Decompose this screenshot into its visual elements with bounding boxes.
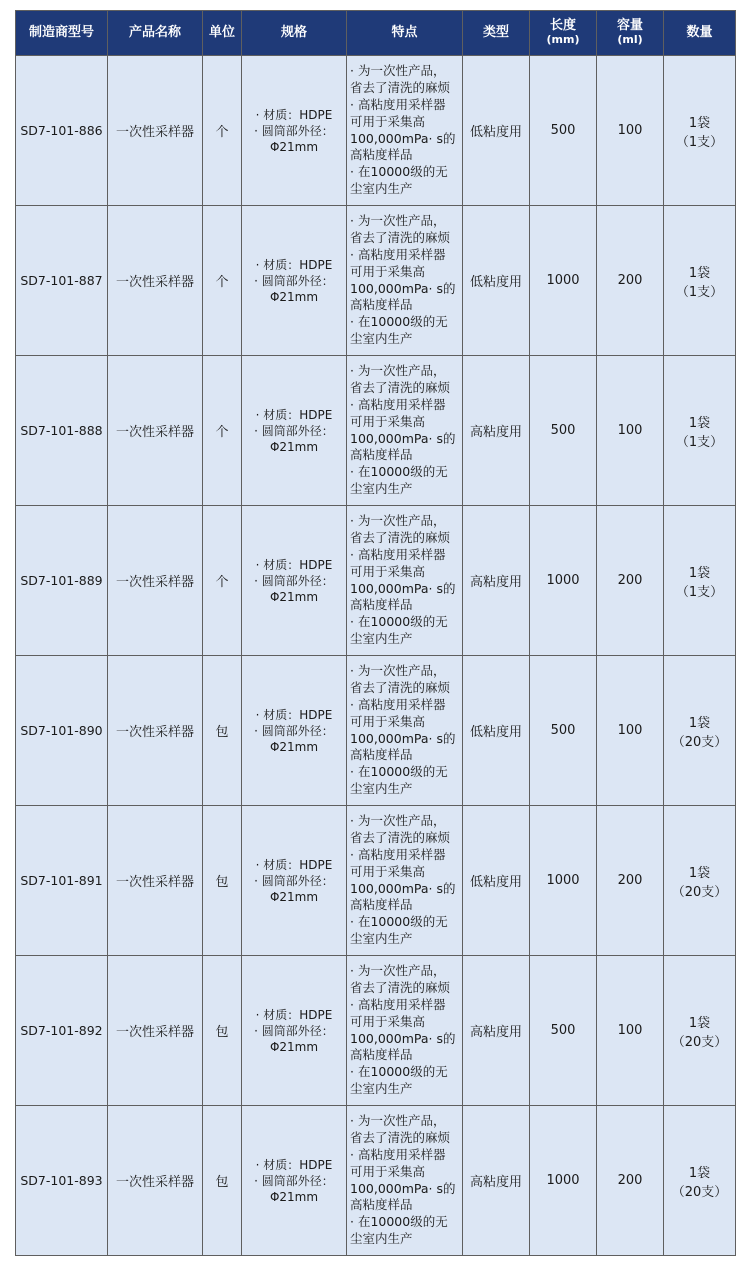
cell-features-line: · 高粘度用采样器 <box>350 696 446 712</box>
cell-features-line: 尘室内生产 <box>350 931 413 947</box>
cell-spec-line: · 材质：HDPE <box>255 1007 333 1022</box>
cell-length: 500 <box>530 956 597 1106</box>
cell-spec <box>242 1106 347 1256</box>
cell-features-line: 100,000mPa· s的 <box>350 1030 456 1046</box>
table-body <box>16 56 736 1256</box>
cell-features-line: · 为一次性产品， <box>350 62 446 78</box>
cell-features-line: · 高粘度用采样器 <box>350 246 446 262</box>
cell-qty <box>664 56 736 206</box>
cell-qty-line: （20支） <box>671 734 728 750</box>
cell-unit: 个 <box>203 206 242 356</box>
cell-type: 低粘度用 <box>463 656 530 806</box>
cell-spec <box>242 356 347 506</box>
cell-qty-line: （1支） <box>675 284 724 300</box>
table-row <box>16 806 736 956</box>
cell-features-line: 100,000mPa· s的 <box>350 130 456 146</box>
cell-spec <box>242 206 347 356</box>
cell-qty-line: 1袋 <box>688 415 711 431</box>
cell-features-line: · 在10000级的无 <box>350 614 448 630</box>
cell-name: 一次性采样器 <box>108 656 203 806</box>
cell-length: 1000 <box>530 806 597 956</box>
cell-features <box>347 956 463 1106</box>
cell-code: SD7-101-893 <box>16 1106 108 1256</box>
cell-qty-line: （1支） <box>675 434 724 450</box>
cell-features-line: 省去了清洗的麻烦 <box>350 529 451 545</box>
cell-features-line: 尘室内生产 <box>350 781 413 797</box>
cell-features-line: 可用于采集高 <box>350 713 426 729</box>
cell-name: 一次性采样器 <box>108 56 203 206</box>
cell-unit: 包 <box>203 956 242 1106</box>
cell-features-line: 可用于采集高 <box>350 413 426 429</box>
cell-spec-line: Φ21mm <box>269 1039 319 1054</box>
cell-code: SD7-101-891 <box>16 806 108 956</box>
cell-features-line: · 高粘度用采样器 <box>350 96 446 112</box>
cell-spec-line: · 圆筒部外径： <box>254 1173 334 1188</box>
cell-capacity: 200 <box>597 506 664 656</box>
cell-name: 一次性采样器 <box>108 806 203 956</box>
header-code: 制造商型号 <box>16 11 108 56</box>
cell-name: 一次性采样器 <box>108 206 203 356</box>
cell-spec-line: · 材质：HDPE <box>255 257 333 272</box>
cell-features-line: 省去了清洗的麻烦 <box>350 679 451 695</box>
cell-features-line: 高粘度样品 <box>350 447 413 463</box>
cell-spec-line: · 圆筒部外径： <box>254 873 334 888</box>
cell-capacity: 100 <box>597 356 664 506</box>
cell-spec-line: Φ21mm <box>269 589 319 604</box>
cell-type: 低粘度用 <box>463 206 530 356</box>
cell-features-line: 100,000mPa· s的 <box>350 880 456 896</box>
cell-features-line: · 为一次性产品， <box>350 662 446 678</box>
cell-features-line: 省去了清洗的麻烦 <box>350 229 451 245</box>
cell-features-line: · 在10000级的无 <box>350 164 448 180</box>
cell-features-line: 省去了清洗的麻烦 <box>350 979 451 995</box>
cell-spec-line: Φ21mm <box>269 139 319 154</box>
cell-features-line: 尘室内生产 <box>350 181 413 197</box>
cell-qty <box>664 806 736 956</box>
cell-name: 一次性采样器 <box>108 1106 203 1256</box>
cell-qty-line: 1袋 <box>688 265 711 281</box>
cell-features-line: 高粘度样品 <box>350 597 413 613</box>
cell-length: 1000 <box>530 206 597 356</box>
cell-type: 低粘度用 <box>463 56 530 206</box>
cell-features-line: 高粘度样品 <box>350 1197 413 1213</box>
cell-features-line: 100,000mPa· s的 <box>350 430 456 446</box>
cell-length: 500 <box>530 656 597 806</box>
cell-features-line: · 高粘度用采样器 <box>350 1146 446 1162</box>
cell-spec-line: · 圆筒部外径： <box>254 573 334 588</box>
cell-unit: 个 <box>203 56 242 206</box>
cell-spec-line: · 圆筒部外径： <box>254 1023 334 1038</box>
cell-features-line: 可用于采集高 <box>350 1163 426 1179</box>
cell-features-line: 尘室内生产 <box>350 1231 413 1247</box>
cell-qty <box>664 956 736 1106</box>
cell-spec <box>242 656 347 806</box>
cell-features-line: 高粘度样品 <box>350 297 413 313</box>
cell-features-line: 省去了清洗的麻烦 <box>350 79 451 95</box>
cell-type: 高粘度用 <box>463 1106 530 1256</box>
table-row <box>16 956 736 1106</box>
cell-qty <box>664 506 736 656</box>
cell-features <box>347 356 463 506</box>
cell-qty-line: 1袋 <box>688 865 711 881</box>
cell-qty-line: 1袋 <box>688 115 711 131</box>
cell-qty <box>664 206 736 356</box>
cell-features-line: 可用于采集高 <box>350 563 426 579</box>
cell-features-line: · 为一次性产品， <box>350 812 446 828</box>
header-type: 类型 <box>463 11 530 56</box>
cell-features-line: 可用于采集高 <box>350 113 426 129</box>
cell-features-line: 高粘度样品 <box>350 1047 413 1063</box>
header-length-unit: (mm) <box>546 33 580 46</box>
cell-code: SD7-101-892 <box>16 956 108 1106</box>
cell-type: 低粘度用 <box>463 806 530 956</box>
cell-features <box>347 206 463 356</box>
cell-features-line: 尘室内生产 <box>350 331 413 347</box>
cell-type: 高粘度用 <box>463 506 530 656</box>
cell-spec <box>242 956 347 1106</box>
cell-qty-line: 1袋 <box>688 715 711 731</box>
cell-capacity: 200 <box>597 206 664 356</box>
cell-spec-line: · 材质：HDPE <box>255 1157 333 1172</box>
cell-features-line: 尘室内生产 <box>350 481 413 497</box>
cell-code: SD7-101-887 <box>16 206 108 356</box>
cell-spec-line: · 材质：HDPE <box>255 107 333 122</box>
cell-spec-line: Φ21mm <box>269 289 319 304</box>
cell-code: SD7-101-886 <box>16 56 108 206</box>
cell-qty <box>664 1106 736 1256</box>
cell-spec-line: · 材质：HDPE <box>255 557 333 572</box>
cell-qty-line: （20支） <box>671 1034 728 1050</box>
cell-features-line: 可用于采集高 <box>350 263 426 279</box>
header-length-label: 长度 <box>549 18 576 33</box>
cell-capacity: 200 <box>597 1106 664 1256</box>
cell-spec-line: Φ21mm <box>269 439 319 454</box>
cell-features-line: 高粘度样品 <box>350 897 413 913</box>
table-row <box>16 1106 736 1256</box>
header-unit: 单位 <box>203 11 242 56</box>
cell-spec-line: · 圆筒部外径： <box>254 273 334 288</box>
table-row <box>16 356 736 506</box>
cell-features-line: 100,000mPa· s的 <box>350 1180 456 1196</box>
cell-spec-line: Φ21mm <box>269 1189 319 1204</box>
header-name: 产品名称 <box>108 11 203 56</box>
cell-features <box>347 1106 463 1256</box>
cell-qty-line: （20支） <box>671 1184 728 1200</box>
cell-features-line: 可用于采集高 <box>350 1013 426 1029</box>
cell-features-line: · 高粘度用采样器 <box>350 996 446 1012</box>
table-row <box>16 206 736 356</box>
table-row <box>16 656 736 806</box>
cell-features <box>347 506 463 656</box>
cell-code: SD7-101-889 <box>16 506 108 656</box>
cell-features-line: · 在10000级的无 <box>350 464 448 480</box>
cell-unit: 包 <box>203 806 242 956</box>
cell-spec <box>242 806 347 956</box>
cell-name: 一次性采样器 <box>108 356 203 506</box>
cell-qty-line: 1袋 <box>688 1165 711 1181</box>
cell-features-line: 高粘度样品 <box>350 147 413 163</box>
header-qty: 数量 <box>664 11 736 56</box>
cell-unit: 个 <box>203 356 242 506</box>
cell-capacity: 200 <box>597 806 664 956</box>
cell-spec-line: Φ21mm <box>269 739 319 754</box>
cell-spec <box>242 506 347 656</box>
cell-features-line: · 高粘度用采样器 <box>350 396 446 412</box>
cell-code: SD7-101-888 <box>16 356 108 506</box>
cell-name: 一次性采样器 <box>108 956 203 1106</box>
product-spec-table <box>15 10 736 1256</box>
cell-features-line: · 高粘度用采样器 <box>350 546 446 562</box>
header-features: 特点 <box>347 11 463 56</box>
header-capacity-label: 容量 <box>616 18 643 33</box>
cell-features-line: 100,000mPa· s的 <box>350 730 456 746</box>
cell-features <box>347 806 463 956</box>
cell-features-line: · 为一次性产品， <box>350 362 446 378</box>
cell-unit: 包 <box>203 656 242 806</box>
header-capacity-unit: (ml) <box>617 33 643 46</box>
cell-features-line: 省去了清洗的麻烦 <box>350 1129 451 1145</box>
cell-qty-line: （1支） <box>675 134 724 150</box>
cell-spec-line: · 材质：HDPE <box>255 857 333 872</box>
table-header-row <box>16 11 736 56</box>
cell-spec-line: · 圆筒部外径： <box>254 723 334 738</box>
header-length <box>530 11 597 56</box>
cell-features-line: · 在10000级的无 <box>350 314 448 330</box>
table-row <box>16 506 736 656</box>
cell-features-line: 尘室内生产 <box>350 1081 413 1097</box>
cell-spec-line: · 材质：HDPE <box>255 407 333 422</box>
cell-features-line: 高粘度样品 <box>350 747 413 763</box>
cell-features-line: · 在10000级的无 <box>350 1214 448 1230</box>
cell-features-line: · 为一次性产品， <box>350 512 446 528</box>
cell-qty-line: 1袋 <box>688 565 711 581</box>
cell-features-line: 100,000mPa· s的 <box>350 580 456 596</box>
cell-capacity: 100 <box>597 656 664 806</box>
cell-features-line: 省去了清洗的麻烦 <box>350 379 451 395</box>
header-spec: 规格 <box>242 11 347 56</box>
cell-qty <box>664 356 736 506</box>
cell-spec-line: Φ21mm <box>269 889 319 904</box>
cell-length: 1000 <box>530 506 597 656</box>
cell-qty <box>664 656 736 806</box>
cell-features-line: · 为一次性产品， <box>350 212 446 228</box>
cell-capacity: 100 <box>597 56 664 206</box>
cell-features-line: · 为一次性产品， <box>350 1112 446 1128</box>
cell-features-line: 省去了清洗的麻烦 <box>350 829 451 845</box>
cell-capacity: 100 <box>597 956 664 1106</box>
cell-features-line: · 在10000级的无 <box>350 1064 448 1080</box>
cell-qty-line: （20支） <box>671 884 728 900</box>
cell-features <box>347 656 463 806</box>
cell-code: SD7-101-890 <box>16 656 108 806</box>
cell-length: 1000 <box>530 1106 597 1256</box>
cell-features-line: 可用于采集高 <box>350 863 426 879</box>
cell-length: 500 <box>530 56 597 206</box>
cell-type: 高粘度用 <box>463 956 530 1106</box>
cell-features-line: · 在10000级的无 <box>350 914 448 930</box>
cell-qty-line: 1袋 <box>688 1015 711 1031</box>
table-row <box>16 56 736 206</box>
cell-spec-line: · 圆筒部外径： <box>254 423 334 438</box>
cell-features-line: 尘室内生产 <box>350 631 413 647</box>
cell-spec-line: · 圆筒部外径： <box>254 123 334 138</box>
cell-features <box>347 56 463 206</box>
cell-name: 一次性采样器 <box>108 506 203 656</box>
cell-spec <box>242 56 347 206</box>
cell-qty-line: （1支） <box>675 584 724 600</box>
cell-features-line: · 在10000级的无 <box>350 764 448 780</box>
cell-length: 500 <box>530 356 597 506</box>
cell-features-line: · 高粘度用采样器 <box>350 846 446 862</box>
cell-features-line: · 为一次性产品， <box>350 962 446 978</box>
cell-type: 高粘度用 <box>463 356 530 506</box>
header-capacity <box>597 11 664 56</box>
cell-spec-line: · 材质：HDPE <box>255 707 333 722</box>
cell-features-line: 100,000mPa· s的 <box>350 280 456 296</box>
cell-unit: 包 <box>203 1106 242 1256</box>
cell-unit: 个 <box>203 506 242 656</box>
